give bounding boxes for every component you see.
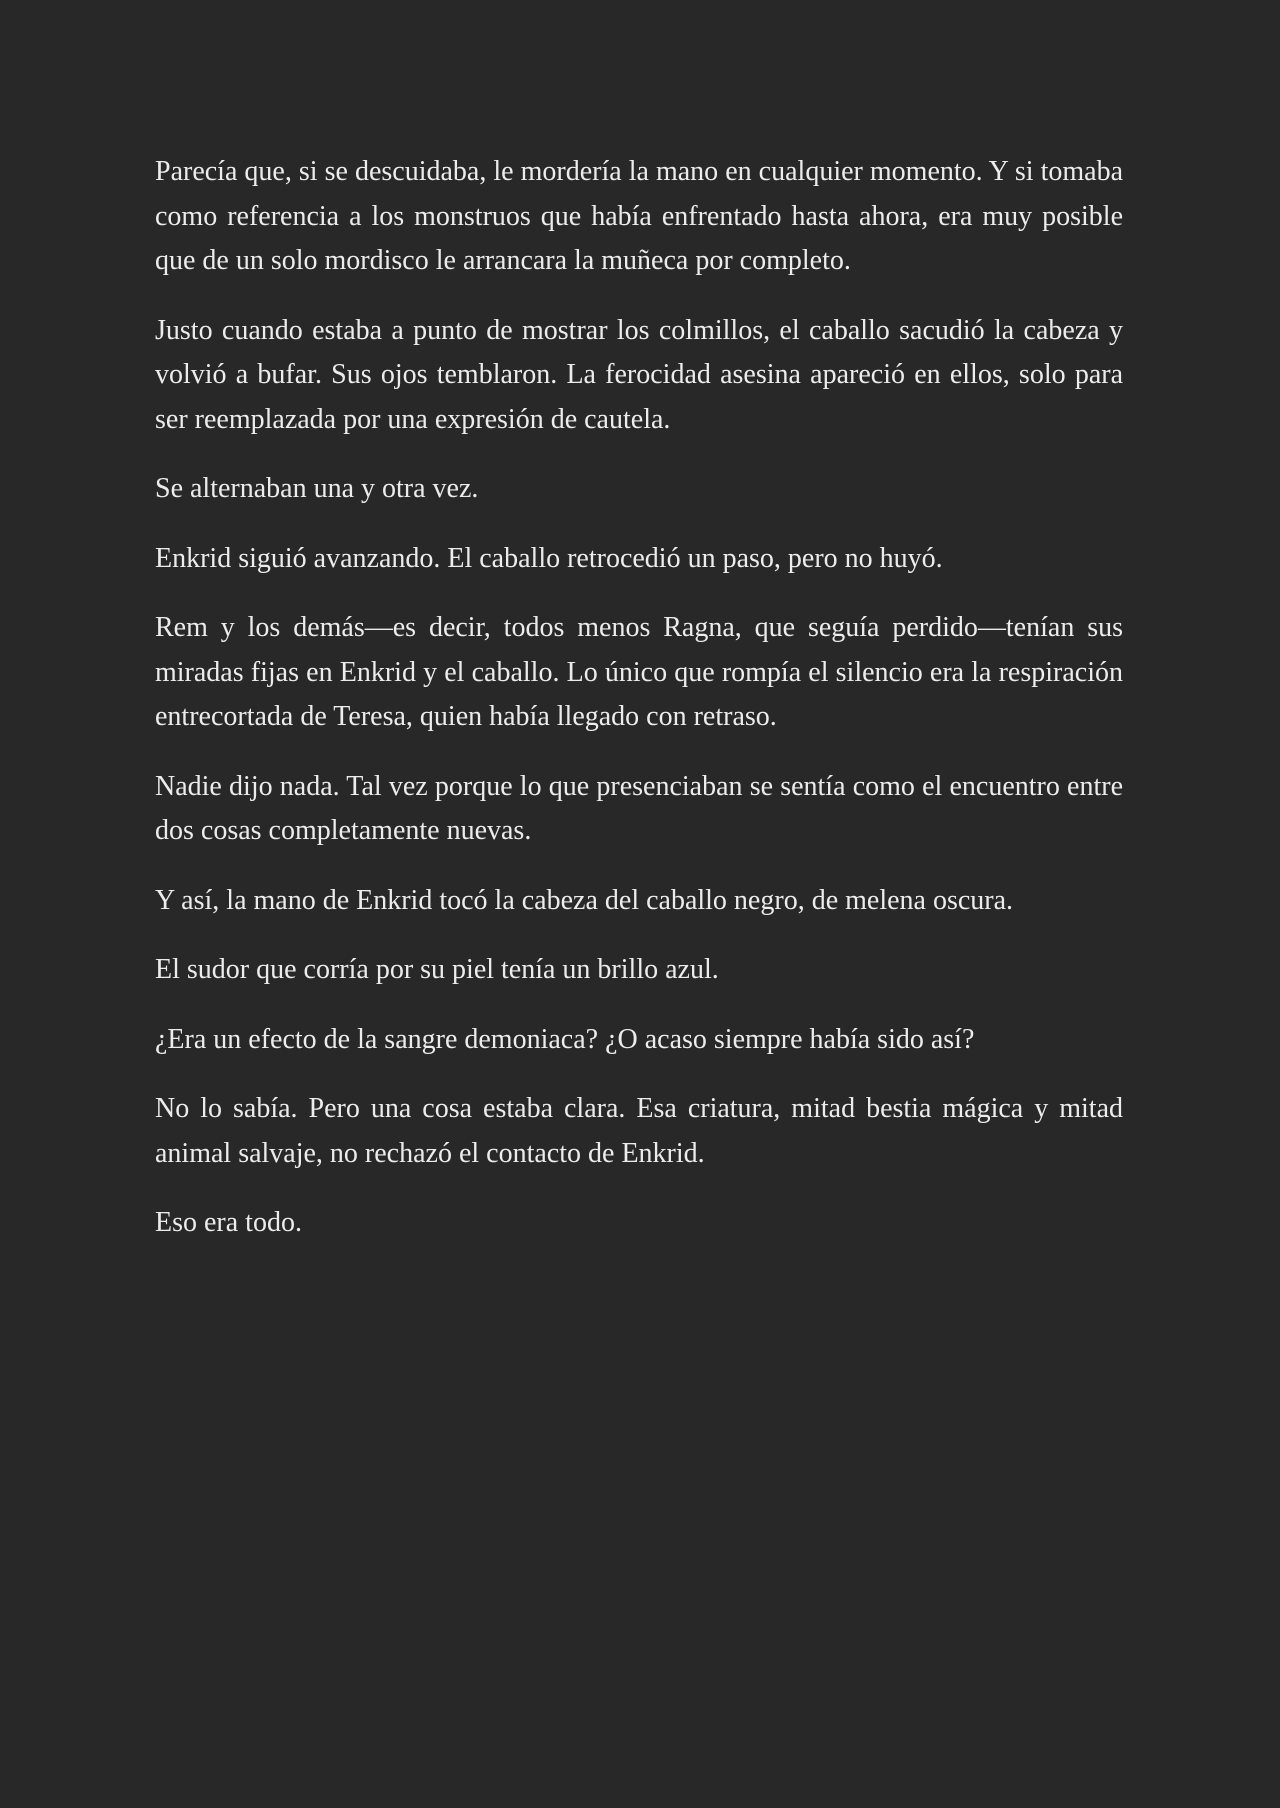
paragraph: Eso era todo.	[155, 1207, 302, 1238]
paragraph: Rem y los demás—es decir, todos menos Ragna, que seguía perdido—tenían sus miradas fijas en Enkrid y el caballo. Lo único que rompía el silencio era la respiración entrecortada de Teresa, quien había llegado con retraso.	[155, 612, 1123, 732]
paragraph: El sudor que corría por su piel tenía un brillo azul.	[155, 954, 719, 985]
paragraph: Parecía que, si se descuidaba, le mordería la mano en cualquier momento. Y si tomaba como referencia a los monstruos que había enfrentado hasta ahora, era muy posible que de un solo mordisco le arrancara la muñeca por completo.	[155, 156, 1123, 276]
paragraph: Se alternaban una y otra vez.	[155, 473, 479, 504]
reader-content	[155, 150, 1123, 1271]
paragraph: Y así, la mano de Enkrid tocó la cabeza del caballo negro, de melena oscura.	[155, 884, 1014, 916]
paragraph: Justo cuando estaba a punto de mostrar los colmillos, el caballo sacudió la cabeza y volvió a bufar. Sus ojos temblaron. La ferocidad asesina apareció en ellos, solo para ser reemplazada por una expresión de cautela.	[155, 314, 1123, 435]
paragraph: Nadie dijo nada. Tal vez porque lo que presenciaban se sentía como el encuentro entre dos cosas completamente nuevas.	[155, 770, 1123, 846]
paragraph: Enkrid siguió avanzando. El caballo retrocedió un paso, pero no huyó.	[155, 542, 943, 574]
paragraph: No lo sabía. Pero una cosa estaba clara. Esa criatura, mitad bestia mágica y mitad animal salvaje, no rechazó el contacto de Enkrid.	[155, 1093, 1123, 1169]
paragraph: ¿Era un efecto de la sangre demoniaca? ¿O acaso siempre había sido así?	[155, 1023, 975, 1055]
